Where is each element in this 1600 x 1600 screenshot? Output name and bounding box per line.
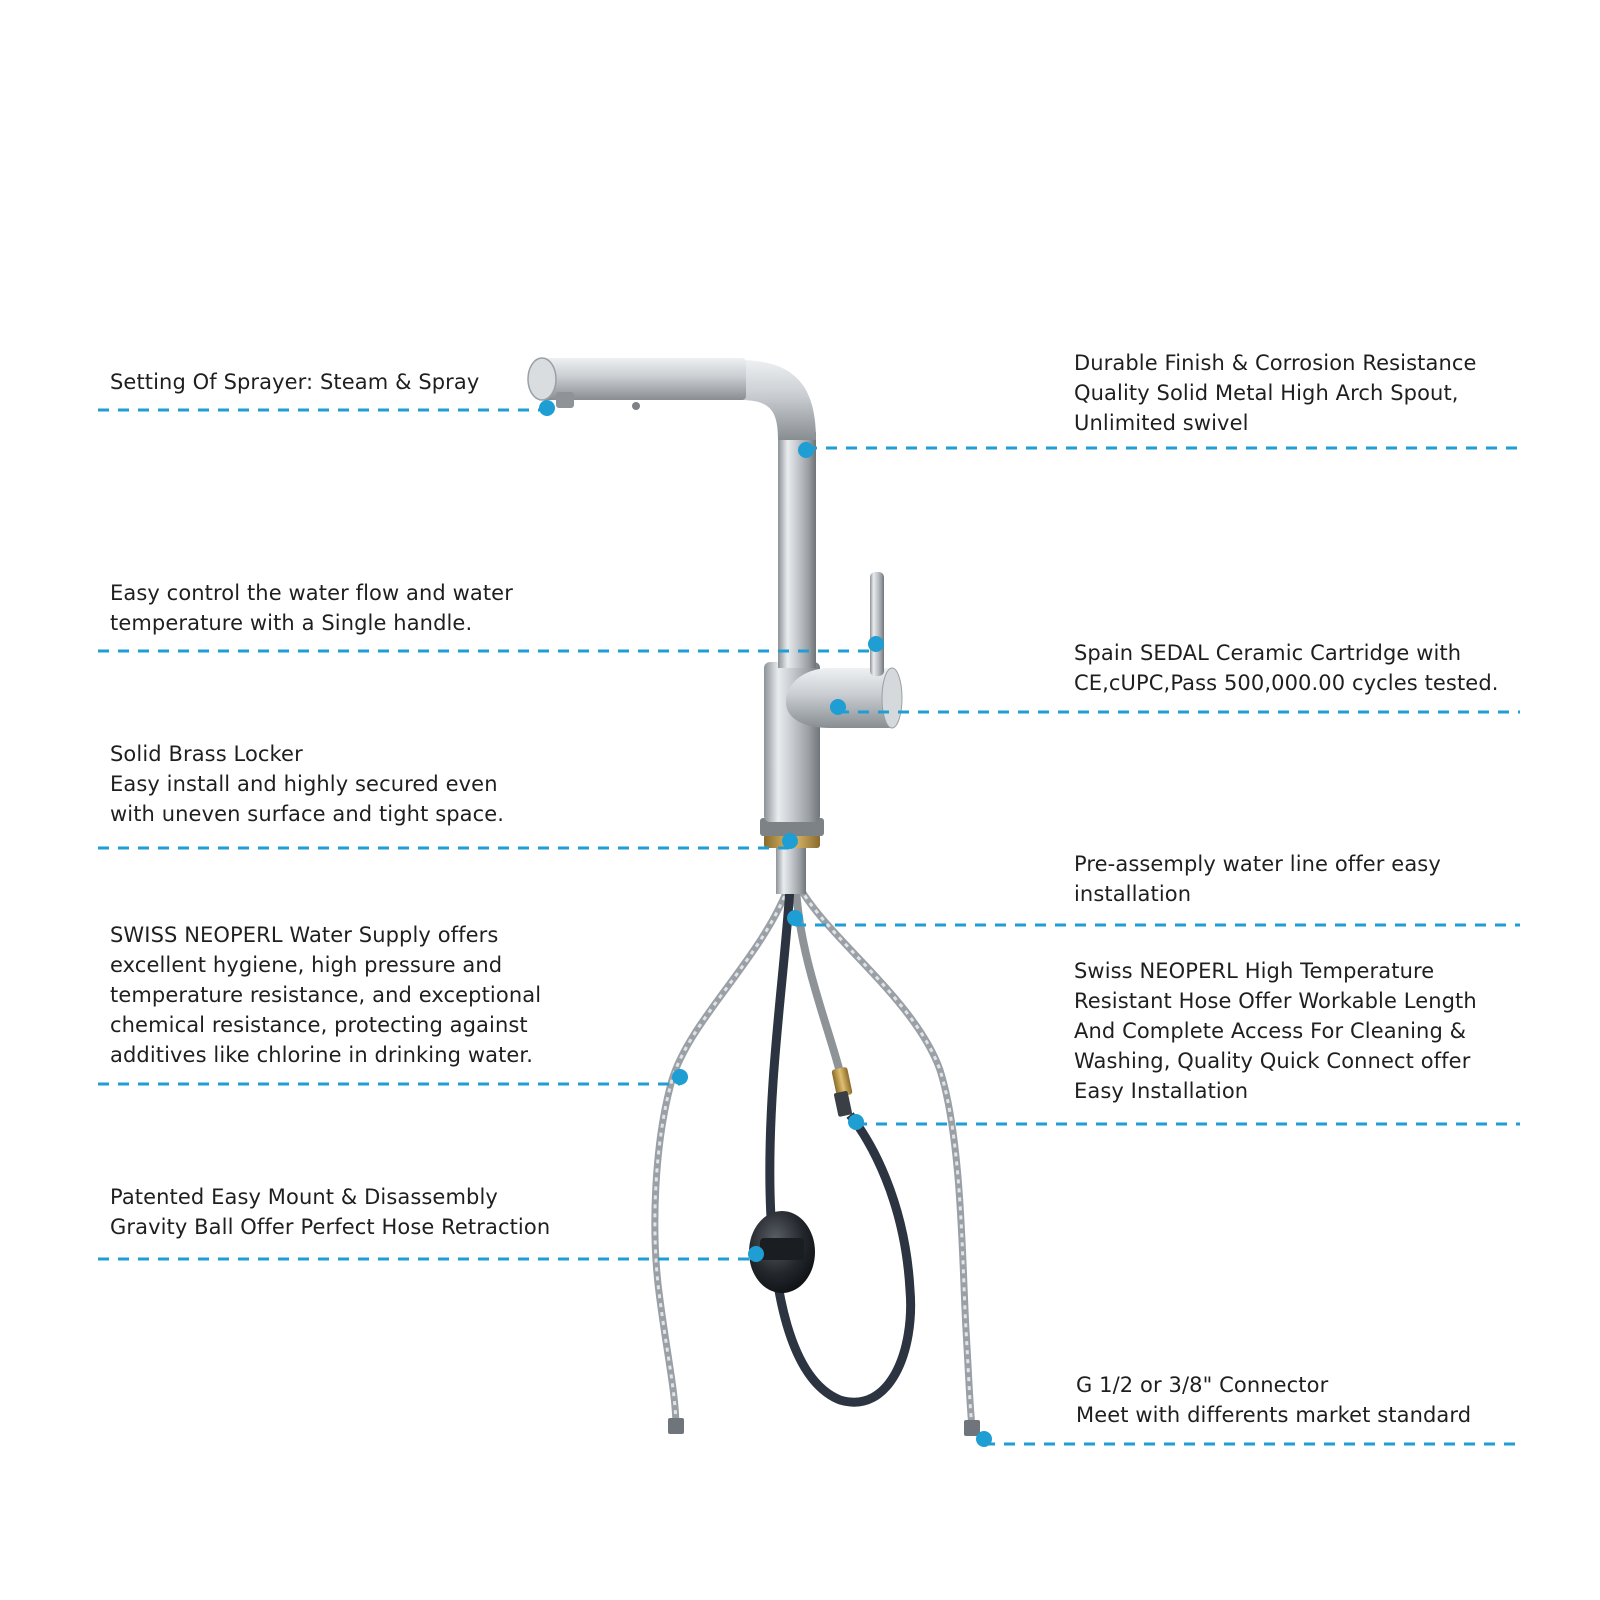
dot-cartridge [830, 699, 846, 715]
callout-water-supply: SWISS NEOPERL Water Supply offers excellent hygiene, high pressure and temperature resistance, and exceptional chemical resistance, protecting against additives like chlorine in drinking water. [110, 923, 542, 1067]
right-supply-hose [800, 888, 972, 1426]
handle-hub [786, 668, 892, 728]
dot-connector [976, 1431, 992, 1447]
callout-handle: Easy control the water flow and water temperature with a Single handle. [110, 581, 513, 635]
left-connector-nut [668, 1418, 684, 1434]
dot-gravity-ball [748, 1246, 764, 1262]
faucet-illustration [528, 358, 980, 1436]
dot-water-line [787, 910, 803, 926]
callout-water-line: Pre-assemply water line offer easy installation [1074, 852, 1441, 906]
spout-elbow [740, 360, 816, 440]
spout-tip [528, 358, 556, 400]
spout-riser [778, 432, 816, 668]
dot-locker [782, 833, 798, 849]
callout-cartridge: Spain SEDAL Ceramic Cartridge with CE,cUPC,Pass 500,000.00 cycles tested. [1074, 641, 1499, 695]
callout-connector: G 1/2 or 3/8" Connector Meet with differents market standard [1076, 1373, 1472, 1427]
callout-hose: Swiss NEOPERL High Temperature Resistant Hose Offer Workable Length And Complete Access For Cleaning & Washing, Quality Quick Connect offer Easy Installation [1074, 959, 1477, 1103]
dot-sprayer [539, 400, 555, 416]
right-connector-nut [964, 1420, 980, 1436]
dot-spout [798, 442, 814, 458]
dot-hose [848, 1114, 864, 1130]
sprayer-nozzle [556, 392, 574, 408]
callout-spout: Durable Finish & Corrosion Resistance Quality Solid Metal High Arch Spout, Unlimited swivel [1074, 351, 1477, 435]
callout-locker: Solid Brass Locker Easy install and highly secured even with uneven surface and tight space. [110, 742, 505, 826]
dot-handle [868, 636, 884, 652]
callout-sprayer-setting: Setting Of Sprayer: Steam & Spray [110, 370, 480, 394]
pull-out-hose [770, 888, 911, 1402]
callout-gravity-ball: Patented Easy Mount & Disassembly Gravity Ball Offer Perfect Hose Retraction [110, 1185, 551, 1239]
lever-handle [870, 572, 884, 676]
dot-water-supply [672, 1069, 688, 1085]
